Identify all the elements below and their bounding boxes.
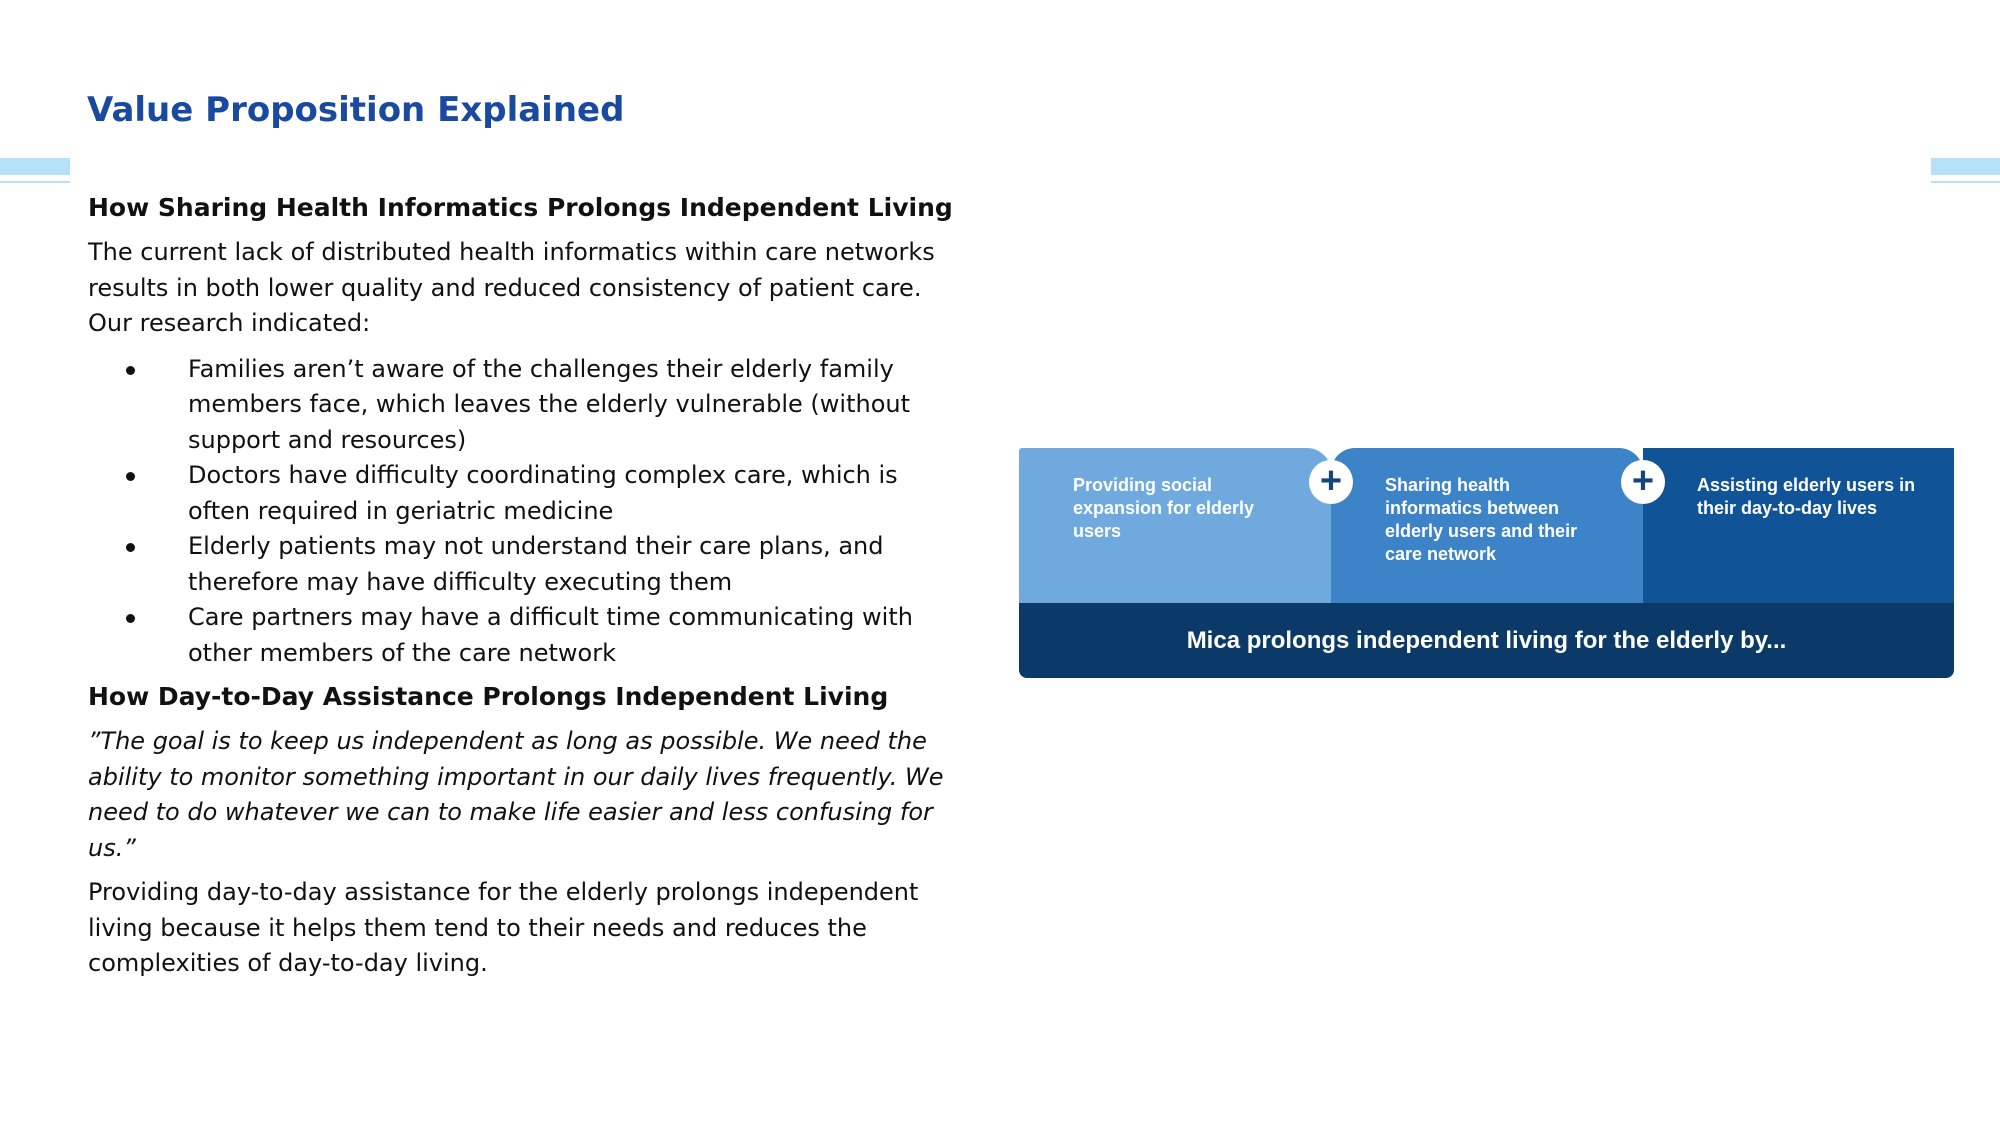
diagram-panel-health-informatics <box>1331 448 1643 603</box>
plus-icon: + <box>1621 460 1665 504</box>
list-item <box>88 352 958 459</box>
list-item-text: Doctors have difficulty coordinating complex care, which is often required in geriatric medicine <box>188 461 898 525</box>
research-findings-list <box>88 352 958 672</box>
section-heading-day-to-day: How Day-to-Day Assistance Prolongs Independent Living <box>88 682 889 711</box>
bullet-icon <box>126 472 135 481</box>
accent-line <box>1931 181 2000 183</box>
left-accent-decoration <box>0 158 70 183</box>
panel-label: Assisting elderly users in their day-to-day lives <box>1697 475 1916 518</box>
plus-icon: + <box>1309 460 1353 504</box>
right-accent-decoration <box>1931 158 2000 183</box>
accent-bar <box>1931 158 2000 175</box>
list-item <box>88 600 958 671</box>
diagram-panel-day-to-day <box>1643 448 1954 603</box>
list-item <box>88 458 958 529</box>
list-item <box>88 529 958 600</box>
user-quote: ”The goal is to keep us independent as long as possible. We need the ability to monitor something important in our daily lives frequently. We need to do whatever we can to make life easier and less confusing for us.” <box>88 727 944 862</box>
section-body-paragraph: Providing day-to-day assistance for the elderly prolongs independent living because it helps them tend to their needs and reduces the complexities of day-to-day living. <box>88 878 919 977</box>
text-column <box>88 190 958 982</box>
list-item-text: Families aren’t aware of the challenges their elderly family members face, which leaves the elderly vulnerable (without support and resources) <box>188 354 911 454</box>
accent-bar <box>0 158 70 175</box>
bullet-icon <box>126 543 135 552</box>
value-proposition-diagram <box>1019 448 1954 678</box>
bullet-icon <box>126 614 135 623</box>
panel-label: Providing social expansion for elderly users <box>1073 475 1255 541</box>
accent-line <box>0 181 70 183</box>
diagram-base-banner: Mica prolongs independent living for the elderly by... <box>1019 603 1954 678</box>
diagram-panel-social-expansion <box>1019 448 1331 603</box>
section-intro-paragraph: The current lack of distributed health informatics within care networks results in both lower quality and reduced consistency of patient care. Our research indicated: <box>88 238 935 337</box>
list-item-text: Care partners may have a difficult time communicating with other members of the care network <box>188 603 913 667</box>
list-item-text: Elderly patients may not understand their care plans, and therefore may have difficulty executing them <box>188 532 884 596</box>
section-heading-health-informatics: How Sharing Health Informatics Prolongs Independent Living <box>88 193 953 222</box>
panel-label: Sharing health informatics between elderly users and their care network <box>1385 475 1578 564</box>
bullet-icon <box>126 366 135 375</box>
page-title: Value Proposition Explained <box>87 90 625 130</box>
